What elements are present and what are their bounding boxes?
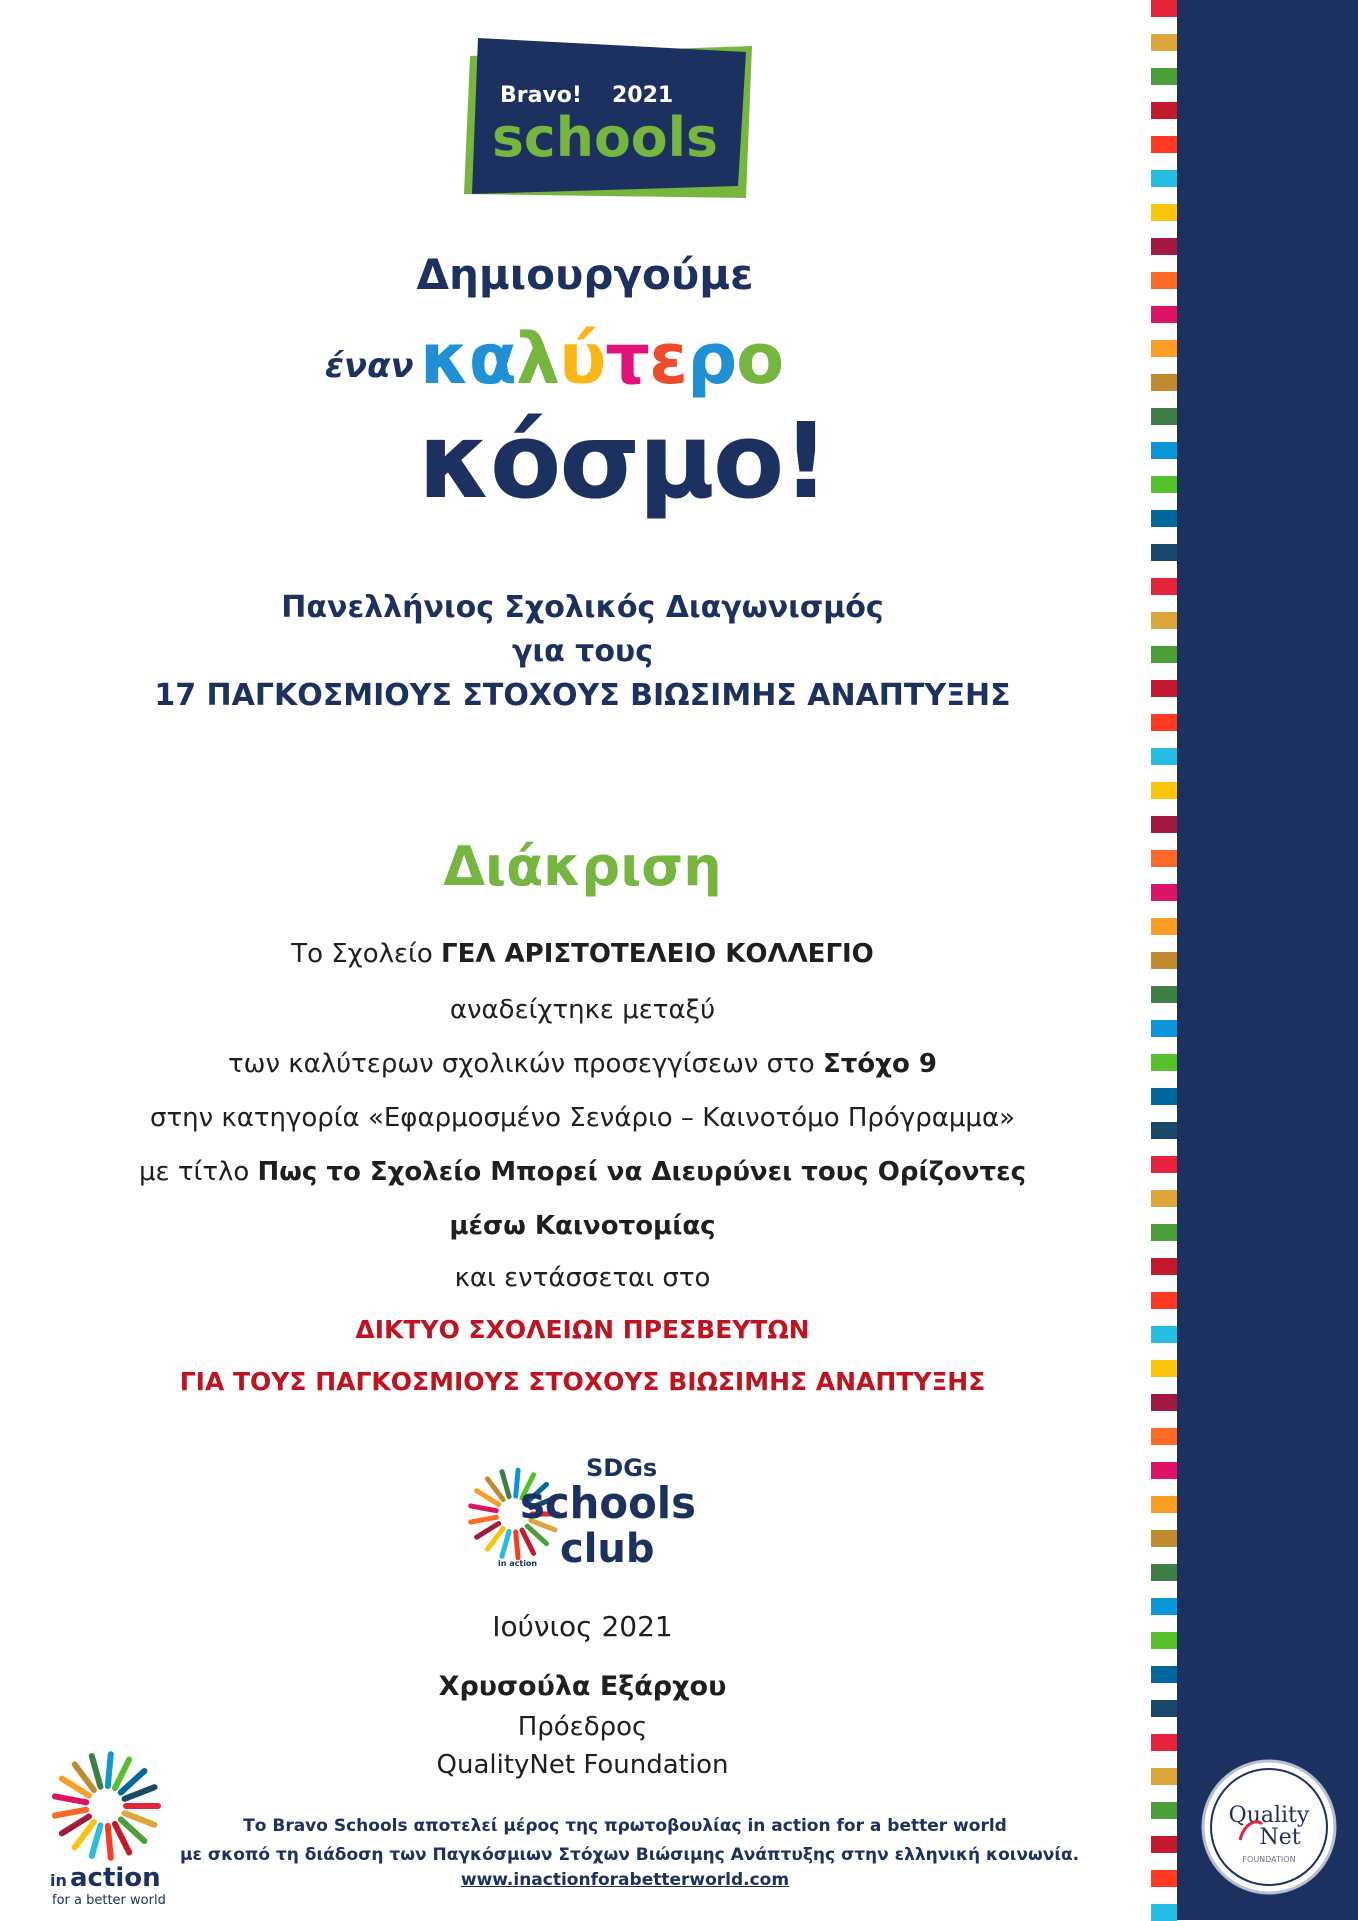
inaction-logo-tagline: for a better world — [52, 1893, 166, 1908]
qualitynet-seal — [1200, 1758, 1338, 1896]
inaction-logo-burst — [55, 1754, 158, 1858]
stripe-segment — [1151, 1394, 1177, 1411]
stripe-segment — [1151, 1564, 1177, 1581]
competition-line2: για τους — [512, 634, 653, 669]
burst-ray — [502, 1472, 509, 1497]
sdg-logo-line3: club — [560, 1526, 655, 1572]
burst-ray — [92, 1825, 101, 1856]
stripe-segment — [1151, 1156, 1177, 1173]
colored-letter: λ — [515, 318, 560, 400]
stripe-segment — [1151, 816, 1177, 833]
colored-letter: α — [468, 318, 516, 400]
colored-letter: ο — [736, 318, 784, 400]
stripe-segment — [1151, 1802, 1177, 1819]
signatory-role: Πρόεδρος — [517, 1712, 648, 1742]
burst-ray — [471, 1506, 497, 1511]
stripe-segment — [1151, 646, 1177, 663]
goal-prefix: των καλύτερων σχολικών προσεγγίσεων στο — [228, 1049, 823, 1079]
stripe-segment — [1151, 1326, 1177, 1343]
stripe-segment — [1151, 680, 1177, 697]
stripe-segment — [1151, 1292, 1177, 1309]
school-name: ΓΕΛ ΑΡΙΣΤΟΤΕΛΕΙΟ ΚΟΛΛΕΓΙΟ — [441, 939, 874, 969]
award-line7: και εντάσσεται στο — [454, 1263, 711, 1293]
stripe-segment — [1151, 1020, 1177, 1037]
burst-ray — [471, 1517, 497, 1522]
goal-name: Στόχο 9 — [822, 1049, 937, 1079]
stripe-segment — [1151, 544, 1177, 561]
award-title-line2 — [60, 1206, 1105, 1246]
project-title-part1: Πως το Σχολείο Μπορεί να Διευρύνει τους Ορίζοντες — [257, 1157, 1026, 1187]
award-category-line: στην κατηγορία «Εφαρμοσμένο Σενάριο – Καινοτόμο Πρόγραμμα» — [149, 1103, 1016, 1133]
stripe-segment — [1151, 306, 1177, 323]
stripe-segment — [1151, 1904, 1177, 1921]
stripe-segment — [1151, 1496, 1177, 1513]
headline-line3: κόσμο! — [418, 400, 828, 522]
stripe-segment — [1151, 782, 1177, 799]
inaction-logo-in: in — [50, 1871, 67, 1890]
headline-line2-prefix: έναν — [325, 346, 414, 386]
stripe-segment — [1151, 1734, 1177, 1751]
stripe-segment — [1151, 1462, 1177, 1479]
stripe-segment — [1151, 1224, 1177, 1241]
burst-ray — [108, 1754, 111, 1786]
competition-line3: 17 ΠΑΓΚΟΣΜΙΟΥΣ ΣΤΟΧΟΥΣ ΒΙΩΣΙΜΗΣ ΑΝΑΠΤΥΞΗΣ — [154, 678, 1011, 713]
side-navy-band — [1177, 0, 1358, 1920]
colored-letter: κ — [420, 318, 469, 400]
school-prefix: Το Σχολείο — [291, 939, 442, 969]
stripe-segment — [1151, 850, 1177, 867]
bravo-logo-year: 2021 — [612, 83, 674, 108]
stripe-segment — [1151, 170, 1177, 187]
stripe-segment — [1151, 1632, 1177, 1649]
headline-colored-word — [420, 318, 783, 400]
bravo-logo-word: schools — [492, 106, 718, 169]
colored-letter: ε — [649, 318, 688, 400]
sdg-logo-line1: SDGs — [586, 1454, 658, 1482]
stripe-segment — [1151, 204, 1177, 221]
footer-line2: με σκοπό τη διάδοση των Παγκόσμιων Στόχων Βιώσιμης Ανάπτυξης στην ελληνική κοινωνία. — [180, 1845, 1080, 1865]
stripe-segment — [1151, 952, 1177, 969]
signatory-name: Χρυσούλα Εξάρχου — [438, 1671, 727, 1702]
stripe-segment — [1151, 408, 1177, 425]
stripe-segment — [1151, 1360, 1177, 1377]
stripe-segment — [1151, 340, 1177, 357]
inaction-logo — [44, 1748, 184, 1908]
stripe-segment — [1151, 442, 1177, 459]
bravo-schools-logo — [462, 34, 754, 204]
burst-ray — [55, 1810, 86, 1816]
stripe-segment — [1151, 1088, 1177, 1105]
burst-ray — [502, 1531, 509, 1556]
project-title-part2: μέσω Καινοτομίας — [449, 1211, 716, 1241]
stripe-segment — [1151, 272, 1177, 289]
award-title: Διάκριση — [443, 835, 722, 898]
stripe-segment — [1151, 1700, 1177, 1717]
burst-ray — [92, 1756, 101, 1787]
stripe-segment — [1151, 918, 1177, 935]
stripe-segment — [1151, 102, 1177, 119]
stripe-segment — [1151, 1428, 1177, 1445]
stripe-segment — [1151, 1190, 1177, 1207]
stripe-segment — [1151, 714, 1177, 731]
inaction-logo-action: action — [70, 1863, 161, 1893]
sdg-logo-small: in action — [498, 1559, 538, 1568]
stripe-segment — [1151, 1054, 1177, 1071]
sdgs-schools-club-logo — [468, 1448, 698, 1576]
network-line1: ΔΙΚΤΥΟ ΣΧΟΛΕΙΩΝ ΠΡΕΣΒΕΥΤΩΝ — [355, 1315, 810, 1344]
stripe-segment — [1151, 68, 1177, 85]
footer-url-link[interactable]: www.inactionforabetterworld.com — [460, 1870, 790, 1890]
stripe-segment — [1151, 476, 1177, 493]
colored-letter: ρ — [687, 318, 737, 400]
stripe-segment — [1151, 1258, 1177, 1275]
stripe-segment — [1151, 0, 1177, 17]
colored-letter: τ — [605, 318, 650, 400]
burst-ray — [516, 1532, 518, 1558]
stripe-segment — [1151, 136, 1177, 153]
stripe-segment — [1151, 1666, 1177, 1683]
stripe-segment — [1151, 1530, 1177, 1547]
network-line2: ΓΙΑ ΤΟΥΣ ΠΑΓΚΟΣΜΙΟΥΣ ΣΤΟΧΟΥΣ ΒΙΩΣΙΜΗΣ ΑΝΑΠΤΥΞΗΣ — [179, 1367, 986, 1396]
stripe-segment — [1151, 1768, 1177, 1785]
seal-line2: Net — [1259, 1825, 1301, 1850]
stripe-segment — [1151, 1836, 1177, 1853]
bravo-logo-brand: Bravo! — [500, 83, 582, 108]
headline-line1: Δημιουργούμε — [416, 250, 754, 299]
stripe-segment — [1151, 238, 1177, 255]
stripe-segment — [1151, 578, 1177, 595]
competition-line1: Πανελλήνιος Σχολικός Διαγωνισμός — [281, 590, 884, 625]
stripe-segment — [1151, 1598, 1177, 1615]
burst-ray — [108, 1826, 111, 1858]
sdg-logo-line2: schools — [520, 1478, 696, 1529]
stripe-segment — [1151, 510, 1177, 527]
burst-ray — [516, 1470, 518, 1496]
date: Ιούνιος 2021 — [492, 1610, 673, 1643]
stripe-segment — [1151, 612, 1177, 629]
stripe-segment — [1151, 34, 1177, 51]
stripe-segment — [1151, 986, 1177, 1003]
stripe-segment — [1151, 884, 1177, 901]
stripe-segment — [1151, 1870, 1177, 1887]
award-title-line — [60, 1152, 1105, 1192]
award-line2: αναδείχτηκε μεταξύ — [449, 995, 716, 1025]
stripe-segment — [1151, 1122, 1177, 1139]
title-prefix: με τίτλο — [139, 1157, 258, 1187]
footer-line1: Το Bravo Schools αποτελεί μέρος της πρωτοβουλίας in action for a better world — [243, 1816, 1007, 1836]
signatory-org: QualityNet Foundation — [436, 1750, 729, 1780]
burst-ray — [55, 1796, 86, 1802]
colored-letter: ύ — [559, 318, 606, 400]
award-goal-line — [60, 1044, 1105, 1084]
seal-line1: Quality — [1228, 1803, 1310, 1828]
award-school-line — [60, 934, 1105, 974]
stripe-segment — [1151, 748, 1177, 765]
sdg-color-stripes — [1151, 0, 1177, 1920]
seal-line3: FOUNDATION — [1242, 1855, 1296, 1864]
stripe-segment — [1151, 374, 1177, 391]
